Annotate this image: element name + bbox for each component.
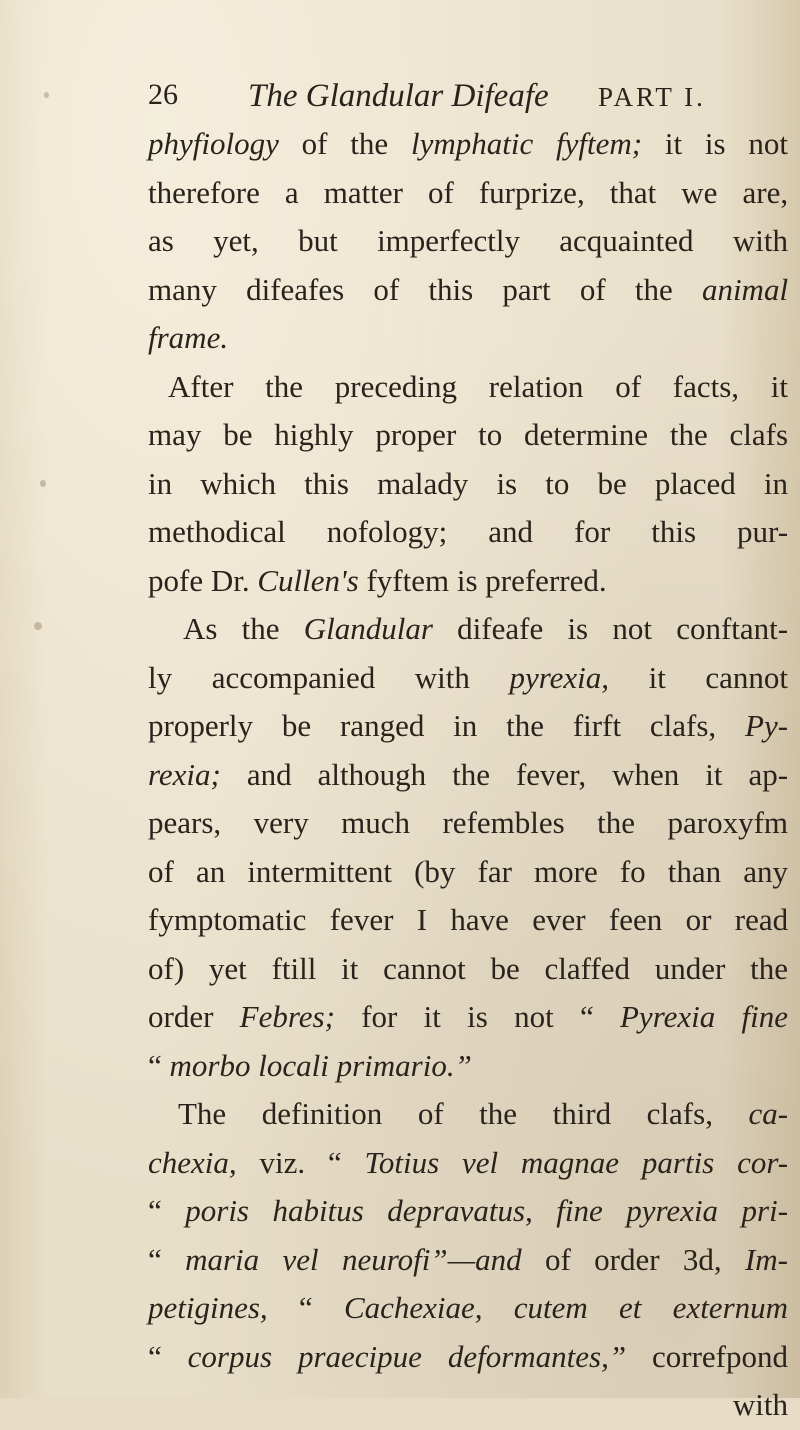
word: Totius [364, 1144, 440, 1180]
word: “ [148, 1338, 162, 1374]
word: in [763, 465, 789, 501]
word: preferred. [485, 562, 607, 598]
word: determine [524, 417, 648, 452]
word: difeafes [246, 271, 345, 307]
word: ranged [339, 708, 425, 743]
word: clafs [729, 417, 789, 452]
word: fo [619, 853, 646, 889]
word: Cachexiae, [343, 1290, 483, 1325]
word: Py- [745, 708, 789, 743]
text-line [148, 702, 788, 751]
word: the [597, 805, 636, 840]
text-line [148, 1284, 788, 1333]
text-line [148, 993, 788, 1042]
text-line [148, 508, 788, 557]
word: matter [323, 174, 403, 210]
word: and [488, 514, 534, 549]
word: difeafe [457, 611, 544, 646]
text-line [148, 169, 788, 218]
word: and [246, 756, 292, 792]
word: of [373, 271, 400, 307]
word: primario.” [336, 1047, 472, 1083]
word: lymphatic [410, 126, 534, 161]
foxing-spot [44, 92, 49, 98]
word: have [450, 902, 509, 937]
word: for [574, 514, 611, 549]
word: pyrexia [626, 1193, 719, 1228]
word: chexia, [148, 1144, 237, 1180]
text-line [148, 1139, 788, 1188]
word: of [148, 853, 174, 889]
word: but [298, 223, 338, 258]
page-number: 26 [148, 78, 178, 111]
word: may [148, 417, 202, 452]
word: any [743, 853, 789, 889]
running-header [148, 78, 788, 118]
word: ca- [748, 1096, 789, 1131]
word: very [253, 805, 309, 840]
word: of [615, 368, 642, 404]
foxing-spot [34, 622, 42, 630]
word: clafs, [646, 1096, 713, 1131]
text-line [148, 217, 788, 266]
word: be [223, 417, 253, 452]
word: rexia; [148, 756, 221, 792]
text-line [148, 363, 788, 412]
word: fever, [515, 756, 587, 792]
word: in [148, 465, 173, 501]
word: partis [641, 1144, 715, 1180]
word: with [732, 1387, 788, 1422]
word: cor- [737, 1144, 789, 1180]
word: Glandular [303, 611, 433, 646]
word: et [619, 1290, 642, 1325]
text-line [148, 1042, 788, 1091]
word: cannot [383, 950, 466, 986]
word: The [178, 1096, 227, 1131]
word: “ [148, 1047, 162, 1083]
word: the [506, 708, 545, 743]
body-text [148, 120, 788, 1430]
text-line [148, 1187, 788, 1236]
word: of [579, 271, 606, 307]
word: accompanied [211, 659, 376, 695]
word: neurofi”—and [341, 1241, 522, 1277]
word: (by [414, 853, 456, 889]
word: although [317, 756, 427, 792]
word: malady [377, 465, 469, 501]
word: “ [327, 1144, 342, 1180]
word: part [502, 271, 551, 307]
word: ever [532, 902, 586, 937]
word: vel [282, 1241, 319, 1277]
word: fymptomatic [148, 902, 307, 937]
word: proper [375, 417, 457, 452]
word: frame. [148, 320, 229, 355]
word: intermittent [247, 853, 392, 889]
word: maria [185, 1241, 260, 1277]
word: pears, [148, 805, 222, 840]
word: the [241, 611, 280, 646]
word: it [705, 756, 723, 792]
word: of [545, 1241, 571, 1277]
running-title: The Glandular Difeafe [248, 78, 549, 114]
word: magnae [520, 1144, 620, 1180]
word: with [414, 659, 470, 695]
word: fine [556, 1193, 603, 1228]
word: relation [488, 368, 584, 404]
word: deformantes,” [447, 1338, 627, 1374]
word: poris [185, 1193, 249, 1228]
word: conftant- [676, 611, 789, 646]
word: under [654, 950, 726, 986]
word: more [534, 853, 598, 889]
word: it [664, 126, 683, 161]
word: is [467, 999, 488, 1034]
word: Pyrexia [620, 999, 716, 1034]
word: than [667, 853, 722, 889]
word: acquainted [559, 223, 694, 258]
word: much [341, 805, 411, 840]
word: ap- [748, 756, 789, 792]
word: as [148, 223, 174, 258]
word: are, [742, 174, 789, 210]
word: firft [572, 708, 622, 743]
word: is [456, 562, 478, 598]
word: an [195, 853, 226, 889]
text-line [148, 1333, 788, 1382]
word: we [681, 174, 718, 210]
word: fine [741, 999, 789, 1034]
word: not [514, 999, 554, 1034]
text-line [148, 945, 788, 994]
word: the [750, 950, 789, 986]
word: imperfectly [377, 223, 520, 258]
text-line [148, 1381, 788, 1430]
word: facts, [672, 368, 740, 404]
word: not [748, 126, 789, 161]
text-line [148, 751, 788, 800]
word: of [417, 1096, 444, 1131]
word: the [634, 271, 673, 307]
word: viz. [259, 1144, 306, 1180]
word: 3d, [682, 1241, 722, 1277]
word: yet, [213, 223, 259, 258]
text-line [148, 605, 788, 654]
word: of) [148, 950, 185, 986]
word: “ [148, 1193, 162, 1228]
word: As [183, 611, 218, 646]
word: this [651, 514, 697, 549]
word: preceding [334, 368, 457, 404]
word: order [148, 999, 214, 1034]
word: fever [329, 902, 394, 937]
part-label: PART I. [598, 82, 706, 112]
word: depravatus, [387, 1193, 533, 1228]
word: nofology; [326, 514, 448, 549]
word: of [301, 126, 328, 161]
word: is [704, 126, 726, 161]
word: “ [298, 1290, 313, 1325]
word: ly [148, 659, 173, 695]
word: After [168, 368, 234, 404]
text-line [148, 266, 788, 315]
word: habitus [272, 1193, 364, 1228]
word: for [361, 999, 398, 1034]
word: many [148, 271, 217, 307]
word: of [427, 174, 454, 210]
word: paroxyfm [667, 805, 789, 840]
word: therefore [148, 174, 260, 210]
word: vel [461, 1144, 499, 1180]
word: Cullen's [257, 562, 359, 598]
word: pri- [741, 1193, 789, 1228]
word: it [648, 659, 666, 695]
word: the [669, 417, 708, 452]
word: correfpond [652, 1338, 788, 1374]
word: is [496, 465, 518, 501]
word: cutem [513, 1290, 588, 1325]
word: this [428, 271, 474, 307]
text-line [148, 411, 788, 460]
word: refembles [442, 805, 565, 840]
word: the [479, 1096, 518, 1131]
word: petigines, [148, 1290, 268, 1325]
word: clafs, [649, 708, 717, 743]
word: praecipue [297, 1338, 422, 1374]
word: definition [261, 1096, 383, 1131]
text-line [148, 1090, 788, 1139]
word: locali [258, 1047, 329, 1083]
word: fyftem [366, 562, 450, 598]
word: I [416, 902, 428, 937]
word: properly [148, 708, 254, 743]
word: or [685, 902, 712, 937]
word: it [770, 368, 789, 404]
foxing-spot [40, 480, 46, 487]
word: third [552, 1096, 612, 1131]
word: the [350, 126, 389, 161]
word: be [490, 950, 520, 986]
word: when [612, 756, 680, 792]
word: pyrexia, [509, 659, 610, 695]
word: the [265, 368, 304, 404]
word: that [609, 174, 657, 210]
word: feen [608, 902, 663, 937]
word: highly [274, 417, 354, 452]
word: corpus [187, 1338, 273, 1374]
word: order [594, 1241, 660, 1277]
word: “ [579, 999, 594, 1034]
text-line [148, 896, 788, 945]
word: Febres; [239, 999, 335, 1034]
text-line [148, 314, 788, 363]
word: fyftem; [556, 126, 643, 161]
text-line [148, 460, 788, 509]
word: morbo [169, 1047, 251, 1083]
word: this [304, 465, 349, 501]
word: phyfiology [148, 126, 279, 161]
word: animal [701, 271, 789, 307]
word: Im- [744, 1241, 789, 1277]
word: furprize, [478, 174, 585, 210]
word: it [341, 950, 359, 986]
word: be [597, 465, 627, 501]
word: methodical [148, 514, 286, 549]
word: to [545, 465, 570, 501]
word: it [423, 999, 441, 1034]
word: is [567, 611, 589, 646]
word: placed [654, 465, 736, 501]
word: cannot [705, 659, 789, 695]
word: pur- [737, 514, 789, 549]
word: “ [148, 1241, 162, 1277]
word: read [734, 902, 789, 937]
word: a [284, 174, 299, 210]
word: yet [208, 950, 247, 986]
word: Dr. [210, 562, 250, 598]
word: which [200, 465, 277, 501]
word: pofe [148, 562, 204, 598]
text-line [148, 120, 788, 169]
word: with [732, 223, 788, 258]
text-line [148, 654, 788, 703]
text-line [148, 799, 788, 848]
text-line [148, 1236, 788, 1285]
text-line [148, 557, 788, 606]
word: be [281, 708, 312, 743]
word: the [452, 756, 490, 792]
word: claffed [544, 950, 631, 986]
word: externum [672, 1290, 789, 1325]
text-line [148, 848, 788, 897]
word: ftill [271, 950, 317, 986]
word: in [453, 708, 478, 743]
word: to [478, 417, 503, 452]
word: not [612, 611, 652, 646]
word: far [477, 853, 512, 889]
